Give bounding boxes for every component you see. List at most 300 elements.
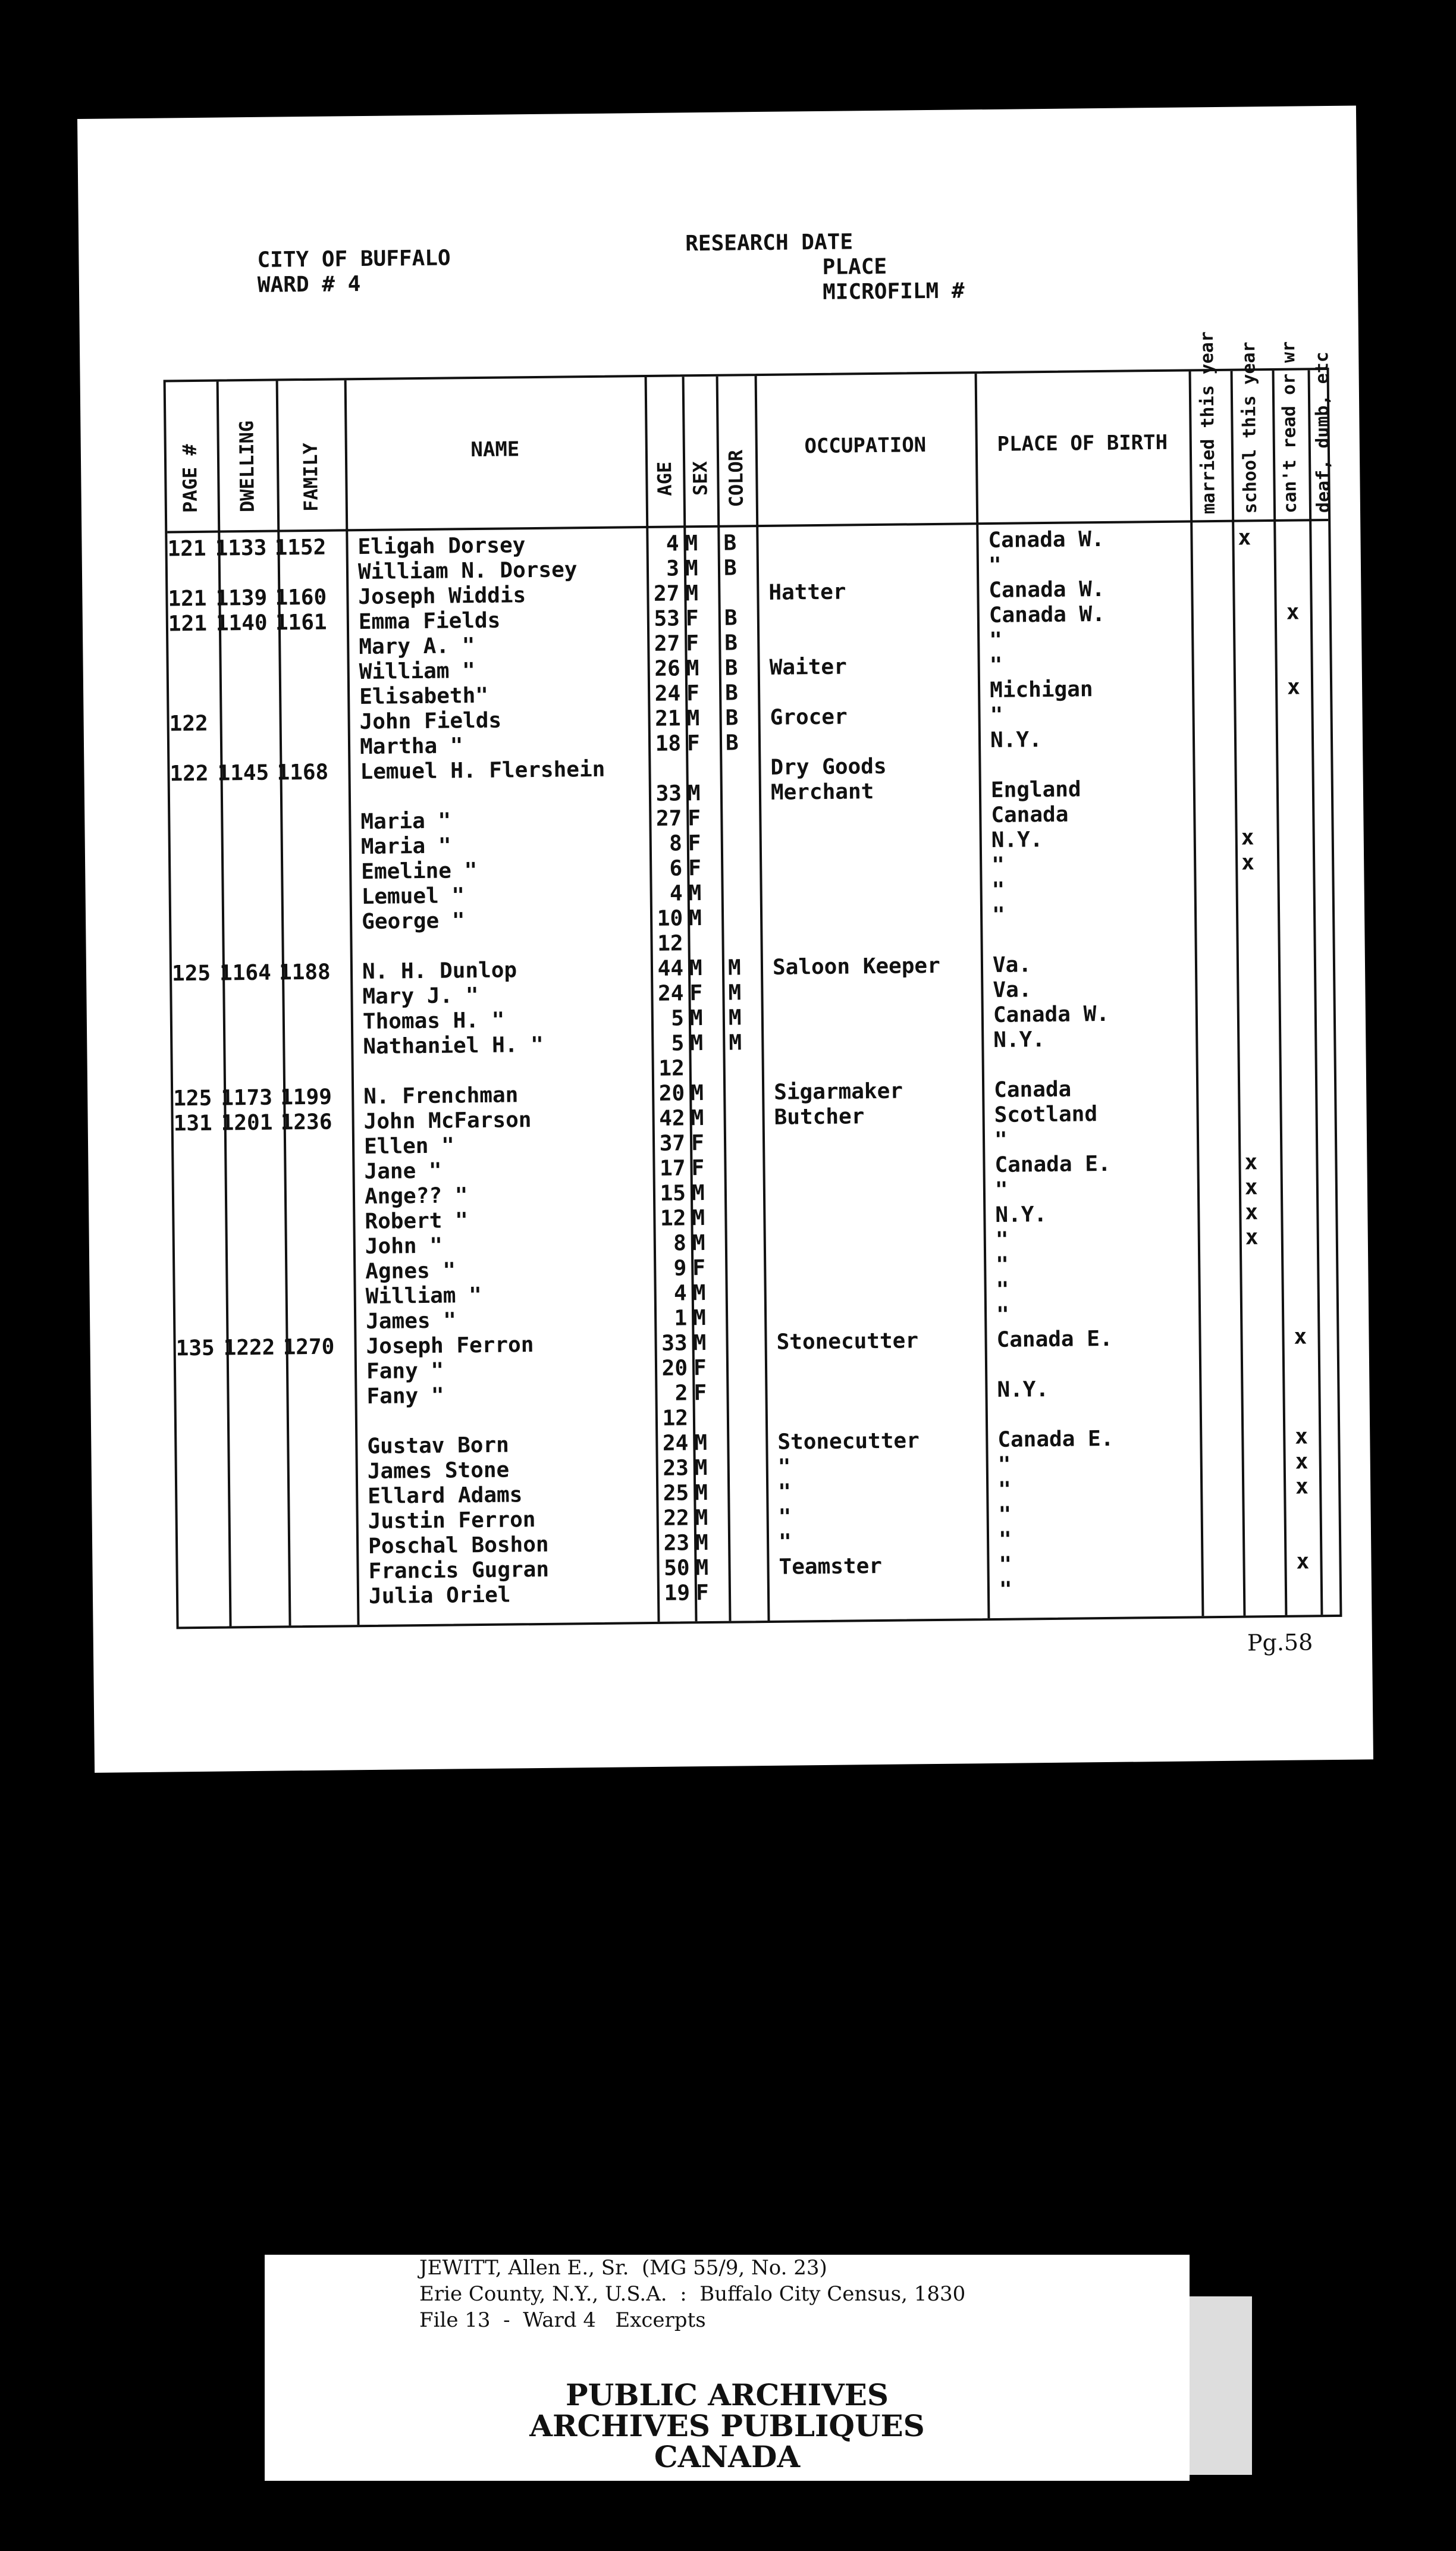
cell-m2: x [1241, 825, 1254, 850]
cell-name: William " [365, 1283, 482, 1309]
cell-dwelling [223, 1310, 288, 1311]
cell-sex: F [693, 1356, 707, 1381]
cell-family [284, 1459, 356, 1460]
cell-name: N. H. Dunlop [362, 958, 517, 985]
cell-pob: Va. [993, 977, 1032, 1002]
cell-pob: N.Y. [991, 828, 1043, 853]
cell-pob: " [990, 703, 1003, 728]
cell-age: 27 [653, 581, 680, 606]
cell-dwelling: 1173 [221, 1085, 273, 1111]
cell-dwelling [224, 1410, 290, 1411]
col-color-header: COLOR [724, 449, 748, 507]
cell-age: 21 [655, 706, 681, 731]
cell-name: George " [361, 908, 465, 935]
cell-name: Ellen " [363, 1133, 455, 1159]
cell-sex: F [686, 681, 700, 706]
col-sex-header: SEX [689, 461, 712, 496]
col-married-header: married this year [1196, 331, 1220, 515]
cell-dwelling [224, 1385, 289, 1386]
col-family-header: FAMILY [299, 443, 322, 512]
cell-m2: x [1238, 525, 1251, 550]
cell-family [283, 1309, 354, 1310]
cell-sex: F [691, 1131, 704, 1156]
cell-dwelling [220, 1035, 285, 1036]
cell-m3: x [1286, 675, 1301, 700]
cell-sex: F [689, 981, 703, 1006]
cell-age: 22 [663, 1506, 689, 1531]
cell-m2: x [1244, 1150, 1258, 1175]
cell-dwelling [221, 1060, 286, 1061]
cell-occupation: Teamster [779, 1553, 883, 1580]
cell-name: Lemuel H. Flershein [360, 757, 605, 785]
cell-name: Eligah Dorsey [357, 533, 526, 560]
cell-age: 4 [673, 1281, 687, 1306]
cell-age: 12 [658, 1056, 685, 1081]
cell-dwelling: 1201 [221, 1110, 273, 1136]
cell-name: Ange?? " [364, 1183, 468, 1209]
cell-age: 33 [655, 781, 682, 806]
ward-line: WARD # 4 [257, 272, 361, 297]
cell-pob: " [994, 1177, 1008, 1202]
cell-age: 8 [673, 1231, 687, 1256]
cell-age: 50 [663, 1556, 690, 1581]
citation-line-1: JEWITT, Allen E., Sr. (MG 55/9, No. 23) [419, 2256, 827, 2280]
cell-age: 26 [654, 656, 680, 681]
col-page-header: PAGE # [178, 444, 202, 513]
cell-pob: Va. [992, 952, 1032, 977]
cell-family [284, 1434, 355, 1435]
cell-pob: Canada [991, 802, 1069, 828]
cell-occupation: Sigarmaker [773, 1079, 903, 1105]
cell-pob: N.Y. [993, 1027, 1046, 1052]
cell-pob: " [996, 1302, 1010, 1327]
cell-sex: M [691, 1106, 704, 1131]
cell-dwelling [222, 1210, 287, 1211]
cell-age: 12 [662, 1406, 689, 1431]
cell-color: B [725, 731, 739, 756]
cell-family [281, 1209, 353, 1210]
cell-page [170, 736, 223, 737]
cell-sex: M [689, 956, 702, 981]
cell-family: 1270 [283, 1334, 335, 1360]
cell-name: Fany " [366, 1358, 444, 1384]
cell-pob: Michigan [989, 677, 1093, 703]
cell-name: Jane " [364, 1158, 442, 1184]
archive-citation [419, 2255, 965, 2333]
cell-family [281, 1184, 353, 1185]
cell-dwelling [215, 560, 281, 561]
cell-dwelling [225, 1485, 290, 1486]
cell-page: 125 [171, 961, 211, 986]
cell-color: B [723, 556, 737, 581]
cell-dwelling [216, 660, 282, 661]
cell-age: 3 [666, 556, 680, 581]
cell-sex: M [690, 1031, 704, 1056]
cell-sex: F [685, 606, 699, 631]
cell-sex: M [692, 1231, 705, 1256]
cell-age: 27 [654, 631, 680, 656]
cell-m2: x [1241, 850, 1255, 875]
cell-age: 17 [659, 1156, 686, 1181]
cell-name: Gustav Born [367, 1433, 510, 1459]
cell-page: 122 [169, 711, 208, 737]
cell-age: 33 [661, 1331, 688, 1356]
cell-dwelling [218, 810, 283, 811]
cell-family [283, 1359, 354, 1360]
cell-age: 20 [658, 1081, 685, 1106]
census-sheet [77, 105, 1373, 1772]
cell-age: 27 [655, 806, 682, 831]
cell-page: 121 [167, 536, 206, 562]
cell-pob: " [998, 1477, 1012, 1502]
cell-sex: M [691, 1181, 705, 1206]
cell-sex: M [686, 706, 700, 731]
cell-age: 20 [661, 1356, 688, 1381]
cell-sex: M [686, 656, 699, 681]
cell-family [282, 1259, 353, 1260]
cell-name: Poschal Boshon [368, 1532, 549, 1559]
cell-sex: M [685, 581, 699, 606]
cell-age: 5 [671, 1031, 685, 1056]
cell-color: M [728, 980, 742, 1005]
cell-m2: x [1245, 1200, 1259, 1225]
cell-family [284, 1484, 356, 1485]
cell-dwelling [219, 935, 284, 936]
cell-dwelling [216, 685, 282, 686]
cell-sex: F [688, 831, 701, 856]
cell-pob: N.Y. [990, 728, 1042, 753]
cell-sex: M [685, 531, 698, 556]
cell-pob: Canada W. [989, 576, 1105, 603]
cell-pob: Canada E. [997, 1426, 1114, 1452]
col-name-header: NAME [470, 437, 520, 462]
cell-m3: x [1294, 1324, 1307, 1349]
cell-dwelling: 1222 [223, 1335, 275, 1361]
cell-dwelling [222, 1185, 287, 1186]
cell-sex: F [694, 1381, 707, 1406]
cell-age: 2 [674, 1381, 688, 1406]
col-age-header: AGE [653, 461, 676, 496]
cell-name: William " [359, 659, 476, 685]
cell-family [285, 1509, 356, 1510]
cell-name: Emeline " [361, 858, 478, 885]
cell-age: 44 [657, 956, 684, 981]
cell-family: 1168 [277, 760, 329, 785]
citation-line-3: File 13 - Ward 4 Excerpts [419, 2308, 706, 2332]
cell-name: Fany " [366, 1383, 444, 1409]
cell-color: M [728, 1005, 742, 1030]
cell-sex: F [688, 806, 701, 831]
cell-occupation: Stonecutter [776, 1328, 919, 1355]
cell-name: Elisabeth" [359, 683, 489, 710]
cell-sex: M [695, 1506, 708, 1531]
cell-occupation: Hatter [768, 579, 846, 605]
cell-pob: N.Y. [995, 1202, 1047, 1227]
col-dwelling-header: DWELLING [235, 420, 259, 513]
cell-family [284, 1409, 355, 1410]
cell-page: 121 [168, 586, 207, 612]
cell-dwelling: 1164 [219, 960, 271, 986]
public-archives-stamp [265, 2377, 1190, 2474]
cell-name: Mary A. " [359, 634, 475, 660]
cell-name: Maria " [360, 808, 451, 835]
cell-sex: M [695, 1481, 708, 1506]
cell-family [285, 1584, 357, 1585]
cell-name: Nathaniel H. " [363, 1032, 544, 1060]
cell-color: B [723, 531, 737, 556]
cell-sex: F [686, 631, 699, 656]
cell-pob: " [996, 1277, 1009, 1302]
cell-family: 1152 [274, 535, 327, 560]
cell-name: William N. Dorsey [357, 557, 578, 585]
cell-pob: Canada E. [996, 1326, 1113, 1352]
cell-pob: " [997, 1452, 1011, 1477]
cell-age: 8 [669, 831, 683, 856]
cell-page: 131 [173, 1111, 212, 1136]
cell-pob: " [991, 853, 1005, 878]
cell-name: Mary J. " [362, 983, 479, 1010]
col-occupation-header: OCCUPATION [804, 433, 927, 459]
cell-color: B [724, 681, 739, 706]
cell-family: 1161 [275, 610, 327, 635]
cell-page: 125 [173, 1086, 212, 1111]
cell-name: Martha " [359, 734, 463, 760]
cell-dwelling: 1133 [215, 535, 267, 561]
cell-age: 1 [674, 1306, 688, 1331]
archive-label [265, 2255, 1190, 2481]
cell-name: Maria " [360, 833, 451, 860]
stamp-line-1: PUBLIC ARCHIVES [566, 2377, 889, 2412]
cell-name: Agnes " [365, 1258, 456, 1284]
cell-pob: " [995, 1227, 1009, 1252]
cell-pob: " [989, 628, 1003, 653]
cell-pob: " [996, 1252, 1009, 1277]
cell-family [285, 1559, 356, 1560]
cell-m3: x [1295, 1449, 1308, 1474]
cell-name: Francis Gugran [368, 1557, 550, 1584]
cell-age: 23 [663, 1456, 689, 1481]
cell-family: 1160 [275, 585, 327, 610]
citation-line-2: Erie County, N.Y., U.S.A. : Buffalo City Census, 1830 [419, 2282, 966, 2306]
cell-pob: Canada E. [994, 1151, 1111, 1177]
cell-sex: M [694, 1431, 708, 1456]
cell-dwelling [218, 860, 284, 861]
cell-pob: Scotland [994, 1102, 1098, 1127]
cell-age: 25 [663, 1481, 689, 1506]
cell-age: 24 [657, 981, 684, 1006]
cell-name: Joseph Ferron [366, 1333, 534, 1359]
col-place-of-birth-header: PLACE OF BIRTH [997, 430, 1168, 456]
cell-dwelling [221, 1160, 287, 1161]
cell-name: Thomas H. " [362, 1008, 505, 1035]
cell-family [285, 1534, 356, 1535]
cell-dwelling [225, 1460, 290, 1461]
cell-age: 5 [670, 1006, 685, 1031]
cell-dwelling [218, 785, 283, 786]
city-line: CITY OF BUFFALO [257, 246, 451, 272]
cell-family: 1236 [280, 1110, 332, 1135]
cell-name: Emma Fields [358, 608, 501, 635]
col-deaf-header: deaf, dumb, etc [1311, 351, 1335, 513]
cell-m3: x [1296, 1549, 1310, 1574]
cell-color: M [727, 955, 741, 980]
cell-sex: M [692, 1206, 705, 1231]
cell-occupation: Saloon Keeper [772, 953, 940, 980]
census-rows [167, 525, 1339, 1611]
cell-dwelling [218, 835, 284, 836]
microfilm-label: MICROFILM # [822, 278, 965, 305]
cell-dwelling [216, 710, 282, 711]
cell-name: Joseph Widdis [358, 583, 526, 610]
cell-age: 23 [663, 1531, 690, 1556]
cell-dwelling: 1140 [215, 610, 268, 636]
cell-name: Ellard Adams [368, 1483, 523, 1509]
cell-pob: " [989, 653, 1003, 678]
cell-age: 24 [654, 681, 681, 706]
cell-sex: F [686, 731, 700, 756]
cell-pob: " [999, 1552, 1012, 1577]
cell-dwelling [223, 1285, 288, 1286]
cell-pob: Canada [993, 1077, 1072, 1102]
cell-pob: N.Y. [997, 1377, 1049, 1402]
cell-dwelling [222, 1260, 288, 1261]
cell-age: 6 [669, 856, 683, 881]
cell-sex: M [688, 881, 702, 906]
cell-age: 9 [673, 1256, 687, 1281]
cell-m3: x [1286, 600, 1300, 625]
cell-page [178, 1560, 231, 1561]
cell-m3: x [1295, 1474, 1309, 1499]
cell-page [178, 1510, 231, 1511]
cell-color: B [724, 606, 738, 631]
col-school-header: school this year [1238, 341, 1262, 514]
cell-occupation: Grocer [770, 704, 848, 730]
cell-page: 135 [175, 1336, 215, 1361]
cell-pob: " [994, 1127, 1008, 1152]
cell-page [178, 1535, 231, 1536]
cell-age: 4 [669, 881, 683, 906]
cell-family [282, 1234, 353, 1235]
cell-color: B [724, 656, 738, 681]
cell-name: John " [365, 1233, 443, 1259]
cell-m3: x [1295, 1424, 1308, 1449]
cell-age [645, 756, 681, 757]
cell-sex: M [688, 906, 702, 931]
cell-pob: " [998, 1527, 1012, 1552]
cell-pob: England [990, 777, 1081, 803]
cell-dwelling [224, 1360, 289, 1361]
cell-age: 42 [659, 1106, 685, 1131]
cell-occupation: " [778, 1505, 792, 1530]
cell-color: B [724, 631, 738, 656]
cell-name: Justin Ferron [368, 1508, 536, 1534]
cell-name: N. Frenchman [363, 1083, 519, 1110]
cell-sex: F [695, 1581, 709, 1606]
cell-page: 122 [170, 761, 209, 786]
cell-pob: Canada W. [988, 527, 1104, 553]
cell-sex: M [685, 556, 698, 581]
cell-age: 19 [664, 1581, 691, 1606]
cell-age: 12 [657, 931, 683, 956]
cell-sex: M [687, 781, 701, 806]
census-table [164, 331, 1342, 1629]
cell-sex: F [691, 1156, 705, 1181]
stamp-line-2: ARCHIVES PUBLIQUES [529, 2408, 925, 2443]
cell-sex: M [689, 1006, 703, 1031]
cell-page [169, 686, 222, 687]
cell-name: Julia Oriel [368, 1582, 511, 1609]
cell-name: Lemuel " [361, 883, 465, 910]
cell-dwelling [219, 985, 285, 986]
cell-dwelling: 1139 [215, 585, 268, 611]
cell-dwelling [220, 1010, 285, 1011]
cell-family: 1188 [278, 960, 331, 985]
cell-name: John Fields [359, 708, 502, 735]
cell-occupation: " [778, 1530, 792, 1555]
page-number: Pg.58 [1247, 1629, 1313, 1656]
cell-color: M [729, 1030, 742, 1055]
cell-m2: x [1245, 1225, 1259, 1250]
cell-pob: " [991, 902, 1006, 927]
cell-pob: " [998, 1502, 1012, 1527]
cell-occupation: Dry Goods [770, 754, 887, 780]
cell-age: 10 [657, 906, 683, 931]
cell-page [169, 661, 222, 662]
cell-page [178, 1585, 232, 1586]
cell-age: 24 [662, 1431, 689, 1456]
cell-sex: M [692, 1281, 706, 1306]
cell-age: 37 [659, 1131, 686, 1156]
cell-pob: " [988, 553, 1002, 578]
cell-occupation: Waiter [769, 654, 847, 680]
cell-sex: M [695, 1556, 709, 1581]
cell-name: Robert " [365, 1208, 469, 1234]
cell-age: 4 [666, 531, 679, 556]
cell-occupation: Merchant [770, 779, 874, 805]
cell-occupation: " [778, 1480, 792, 1505]
cell-dwelling [221, 1135, 287, 1136]
cell-age: 15 [660, 1181, 686, 1206]
cell-dwelling: 1145 [217, 760, 269, 786]
cell-sex: M [690, 1081, 704, 1106]
place-label: PLACE [822, 254, 887, 280]
cell-family [283, 1284, 354, 1285]
stamp-line-3: CANADA [654, 2439, 801, 2474]
cell-sex: M [693, 1331, 707, 1356]
cell-sex: M [692, 1306, 707, 1331]
cell-pob: Canada W. [993, 1001, 1110, 1027]
cell-page: 121 [168, 611, 208, 637]
cell-occupation: Stonecutter [777, 1428, 920, 1455]
cell-sex: F [688, 856, 702, 881]
cell-family: 1199 [280, 1085, 332, 1110]
research-date-label: RESEARCH DATE [685, 230, 853, 256]
cell-sex: M [694, 1456, 708, 1481]
cell-age: 18 [655, 731, 682, 756]
col-cant-read-header: can't read or wr [1278, 341, 1301, 513]
cell-color: B [725, 706, 739, 731]
cell-dwelling [216, 635, 281, 636]
cell-m2: x [1244, 1175, 1258, 1200]
cell-pob: Canada W. [989, 601, 1106, 628]
cell-occupation: Butcher [774, 1104, 865, 1130]
cell-pob: " [991, 878, 1005, 902]
cell-dwelling [222, 1235, 288, 1236]
cell-sex: F [692, 1256, 706, 1281]
cell-pob: " [999, 1577, 1012, 1602]
cell-name: James " [365, 1308, 457, 1334]
cell-age: 12 [660, 1206, 686, 1231]
